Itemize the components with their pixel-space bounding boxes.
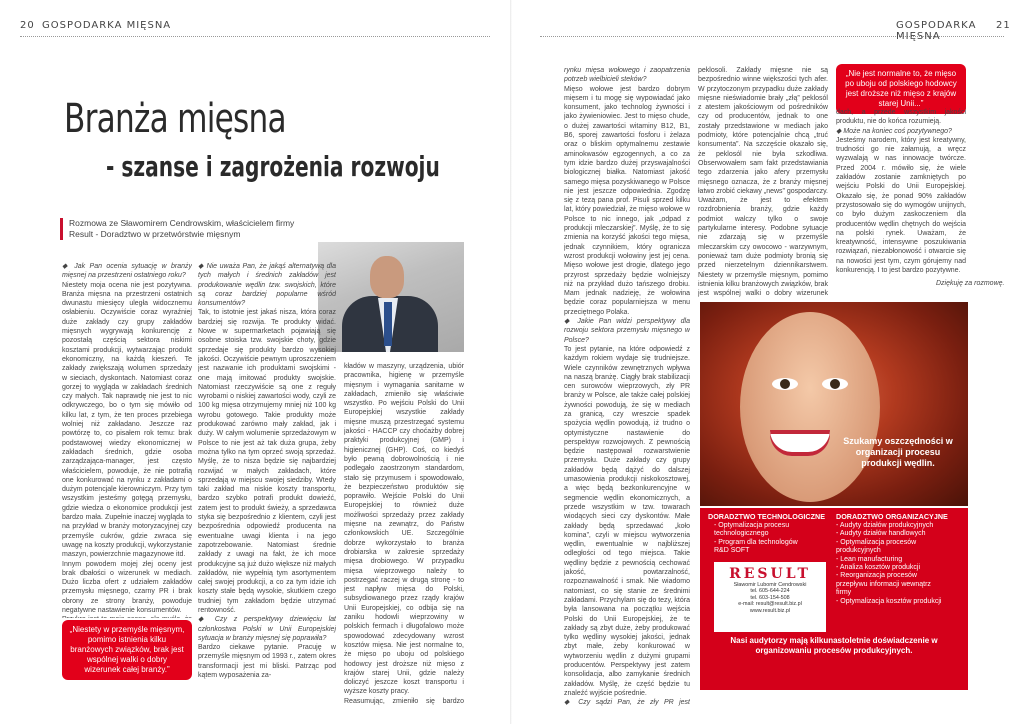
text-column-5: [698, 66, 828, 298]
article-subtitle: - szanse i zagrożenia rozwoju: [106, 150, 440, 183]
list-item: - Audyty działów handlowych: [836, 530, 926, 538]
answer: Tak, to istotnie jest jakaś nisza, która coraz bardziej się rozwija. Te produkty widać. Nowe w supermarketach pojawiają się osobne stoiska tzw. swojskie choty, gdzie sprzedaje się produkty bardzo wysokiej jakości. Oczywiście pewnym uproszczeniem jest nazwanie ich produktami swojskimi - one mają imitować produkty swojskie. Natomiast rzeczywiście są one z reguły wyrobami o niskiej zawartości wody, czyli ze 100 kg mięsa otrzymujemy mniej niż 100 kg wyrobu gotowego. Takie produkty może produkować zarówno mały zakład, jak i duży. W całym wolumenie sprzedażowym w Polsce to nie jest aż tak duża grupa, żeby można tylko na tym oprzeć swoją sprzedaż. Myślę, że to nisza będzie się najbardziej rozwijać w małych zakładach, które sprzedają w miejscu swojej siedziby. Wtedy taki zakład ma niskie koszty transportu, bardzo szybko potrafi produkt dowieźć, zatem jest to produkt świeży, a sprzedawca styka się bezpośrednio z klientem, czyli jest bezpośrednia odpowiedź producenta na ewentualne uwagi klienta i na jego zapotrzebowanie. Natomiast średnie zakłady z uwagi na fakt, że ich moce produkcyjne są już dużo większe niż małych zakładów, nie wypełnią tym asortymentem całej swojej produkcji, a co za tym idzie ich koszty stałe będą wysokie, skutkiem czego trudniej tym zakładom będzie utrzymać rentowność.: [198, 309, 336, 614]
list-item: - Lean manufacturing: [836, 555, 903, 563]
phone-2: tel. 603-154-508: [750, 594, 790, 601]
list-item: R&D SOFT: [714, 547, 750, 555]
question: ◆ Czy sądzi Pan, że zły PR jest: [564, 699, 690, 706]
result-logo-box: [714, 562, 826, 632]
answer: dach, a przede wszystkim jakości produktu, nie do końca rozumieją.: [836, 109, 966, 126]
text-column-3: [344, 362, 464, 706]
advert-heading-organisational: DORADZTWO ORGANIZACYJNE: [836, 512, 948, 521]
closing-thanks: Dziękuję za rozmowę.: [936, 280, 1005, 287]
email[interactable]: e-mail: result@result.biz.pl: [738, 601, 802, 608]
list-item: przepływu informacji wewnątrz: [836, 580, 931, 588]
list-item: produkcyjnych: [836, 547, 881, 555]
list-item: - Reorganizacja procesów: [836, 572, 917, 580]
answer: Niestety moja ocena nie jest pozytywna. Branża mięsna na przestrzeni ostatnich dwunastu miesięcy uległa widocznemu osłabieniu. Oczywiście coraz wyraźniej duże zakłady czy grupy zakładów mięsnych wygrywają konkurencję z pozostałą częścią sektora niskimi kosztami produkcji, wytwarzając produkt ekonomiczny, na każdą kieszeń. Te zakłady zwiększają wolumen sprzedaży w sieciach, dyskontach. Natomiast coraz gorzej to wygląda w zakładach średnich czy małych. Tak naprawdę nie jest to nic odkrywczego, bo o tym się mówiło od kilku lat, z tym, że ten proces przebiega wolniej niż zakładano. Jeszcze raz powtórzę to, co pisałem rok temu: brak podstawowej wiedzy ekonomicznej w zakładach średnich, gdzie osoba zarządzająca-manager, jest często właścicielem, powoduje, że nie potrafią one konkurować na rynku z zakładami o dużym potencjale kierowniczym. Przy tym wszystkim jesteśmy gotęgą przemysłu, gdzie wiedza o ekonomice produkcji jest bardzo mała. Zupełnie inaczej wygląda to na przykład w branży motoryzacyjnej czy przemyśle cukrów, gdzie zwraca się uwagę na koszty produkcji, wykorzystanie maszyn, powierzchnie magazynowe itd.: [62, 281, 192, 559]
answer: Bardzo ciekawe pytanie. Pracuję w przemyśle mięsnym od 1993 r., zatem okres transformacji jest mi bliski. Patrząc pod kątem wyposażenia za-: [198, 644, 336, 680]
question: ◆ Czy z perspektywy dziewięciu lat członkostwa Polski w Unii Europejskiej sytuacja w branży mięsnej się poprawiła?: [198, 616, 336, 642]
website-link[interactable]: www.result.biz.pl: [749, 607, 791, 614]
logo-owner: Sławomir Lubomir Cendrowski: [733, 582, 807, 588]
list-item: firmy: [836, 589, 852, 597]
advert-footer: Nasi audytorzy mają kilkunastoletnie doświadczenie w organizowaniu procesów produkcyjnych.: [730, 636, 938, 655]
left-header-rule: [20, 36, 490, 37]
question: ◆ Jak Pan ocenia sytuację w branży mięsnej na przestrzeni ostatniego roku?: [62, 263, 192, 280]
interviewee-photo: [318, 242, 464, 352]
right-page-number: 21: [996, 20, 1011, 31]
result-advert: [700, 508, 968, 690]
text-column-2: [198, 262, 336, 706]
answer: kładów w maszyny, urządzenia, ubiór pracownika, higienę w przemyśle mięsnym i wymagania sanitarne w zakładach, zmieniło się właściwie wszystko. Po wejściu Polski do Unii Europejskiej wszystkie zakłady mięsne muszą przestrzegać systemu jakości - HACCP czy choćażby dobrej praktyki produkcyjnej (GMP) i higienicznej (GHP). Coś, co kiedyś było pewną dobrowolnością i nie podlegało zaostrzonym standardom, stało się przymusem i spowodowało, że bezpieczeństwo produktów się poprawiło. Wejście Polski do Unii Europejskiej to również duże możliwości sprzedaży przez zakłady mięsne na zewnątrz, do Państw członkowskich UE. Szczególnie dobrze wykorzystało to branża drobiarska w zakresie sprzedaży mięsa drobiowego. W przypadku mięsa wieprzowego należy to postrzegać raczej w drugą stronę - to jest napływ mięsa do Polski, subsydiowanego przez rządy krajów Unii Europejskiej, co odbija się na zaniku hodowli wieprzowiny w polskich fermach i długofalowo może spowodować zdecydowany wzrost kosztów mięsa. Nie jest normalne to, że mięso po uboju od polskiego hodowcy jest droższe niż mięso z krajów starej Unii, gdzie należy doliczyć jeszcze koszt transportu i wyższe koszty pracy.: [344, 363, 464, 696]
left-page-number: 20: [20, 20, 35, 31]
text-column-1: [62, 262, 192, 618]
advert-photo-caption: Szukamy oszczędności w organizacji procesu produkcji wędlin.: [843, 436, 953, 468]
answer: [62, 615, 192, 618]
text-column-4: [564, 66, 690, 706]
article-title: Branża mięsna: [64, 96, 286, 142]
answer: To jest pytanie, na które odpowiedź z każdym rokiem wydaje się trudniejsze. Wiele czynników zewnętrznych wpływa na naszą branżę. Ciągły brak stabilizacji cen surowców wieprzowych, zły PR branży w Polsce, ale także całej polskiej żywności powodują, że się w mediach za granicą, czy wreszcie spadek spożycia wędlin powodują, iż trudno o optymistyczne nastawienie do perspektyw rozwojowych. Z pewnością będzie następował rozwarstwienie przemysłu. Duże zakłady czy grupy zakładów będą dążyć do dalszej umasowienia produkcji niskokosztowej, a więc będą bezkonkurencyjne w segmencie wędlin ekonomicznych, a przede wszystkim w tzw. towarach wiodących sieci czy dyskontów. Małe zakłady będą sprzedawać „koło komina”, czyli w miejscu wytworzenia wędlin, ewentualnie w najbliższej odległości od tego miejsca. Takie wędliny będzie z pewnością cechować jakość, powtarzalność, rozpoznawalność i smak. Nie wiadomo natomiast, co się stanie ze średnimi zakładami. Przychylam się do tezy, która była lansowana na początku wejścia Polski do Unii Europejskiej, że te zakłady są zbyt duże, żeby produkować tylko wędliny wysokiej jakości, jednak zbyt małe, żeby konkurować w wytworzeniu wędlin z dużymi grupami producentów. Perspektywy jest zatem konsolidacja, albo zamykanie średnich zakładów. Myślę, że część będzie tu znaleźć wyjście pośrednie.: [564, 345, 690, 697]
answer: Mięso wołowe jest bardzo dobrym mięsem i tu mogę się wypowiadać jako konsument, jako technolog żywności i jako żywieniowiec. Jest to mięso chude, o dużej zawartości witaminy B12, B1, B6, sporej zawartości fosforu i żelaza oraz o bliskim optymalnemu zestawie aminokwasów egzogennych, a co za tym idzie bardzo dużej przyswajalności biologicznej białka. Natomiast jakość samego mięsa pozyskiwanego w Polsce nie jest jeszcze odpowiednia. Zgodzę się z tezą pana prof. Pisuli sprzed kilku lat, który powiedział, że mięso wołowe w Polsce to nic innego, jak „odpad z produkcji mleczarskiej”. Myślę, że to się zmienia na korzyść jakości tego mięsa, jednak czynnikiem, który ogranicza wzrost produkcji wołowiny jest jej cena. Mięso wołowe jest drogie, dlatego jego przyrost sprzedaży będzie wolniejszy niż na przykład dużo tańszego drobiu. Mam jednak nadzieję, że wołowina będzie coraz popularniejsza w menu przeciętnego Polaka.: [564, 85, 690, 316]
answer: peklosoli. Zakłady mięsne nie są bezpośrednio winne większości tych afer. W przytoczonym przypadku duże zakłady mięsne nieświadomie brały „złą” peklosól z atestem jakościowym od pośredników czy od producentów, jednak to one zostały przedstawione w mediach jako podmioty, które potencjalnie chcą „truć konsumenta”. Na szczęście okazało się, że peklosól nie była szkodliwa. Obserwowałem sam fakt przedstawiania tego zdarzenia jako afery przemysłu mięsnego oznacza, że z branży mięsnej łatwo zrobić ciekawy „news” gospodarczy. Uważam, że jest to efektem rozdrobnienia branży, gdzie każdy podmiot walczy tylko o swoje partykularne interesy. Podobne sytuacje nie zdarzają się w przemyśle mleczarskim czy owocowo - warzywnym, ponieważ tam duże podmioty bronią się przed nierzetelnym dziennikarstwem. Niestety w przemyśle mięsnym, pomimo istnienia kilku branżowych związków, brak jest wspólnej walki o dobry wizerunek: [698, 67, 828, 298]
list-item: - Optymalizacja procesów: [836, 538, 917, 546]
pull-quote-left: „Niestety w przemyśle mięsnym, pomimo istnienia kilku branżowych związków, brak jest wspólnej walki o dobry wizerunek całej branży.”: [62, 620, 192, 680]
answer: Reasumując, zmieniło się bardzo: [344, 697, 464, 705]
question: ◆ Jakie Pan widzi perspektywy dla rozwoju sektora przemysłu mięsnego w Polsce?: [564, 318, 690, 344]
list-item: - Audyty działów produkcyjnych: [836, 522, 934, 529]
left-section-title: GOSPODARKA MIĘSNA: [42, 20, 172, 31]
advert-heading-technological: DORADZTWO TECHNOLOGICZNE: [708, 512, 825, 521]
question: rynku mięsa wołowego i zaopatrzenia potrzeb wielbicieli steków?: [564, 67, 690, 84]
answer: Innym powodem mojej złej oceny jest brak dbałości o wizerunek w mediach. Dużo liczba ofert z udziałem zakładów przemysłu mięsnego, czarny PR i brak obrony ze strony branży, powoduje negatywne nastawienie konsumentów.: [62, 560, 192, 614]
question: ◆ Może na koniec coś pozytywnego?: [836, 127, 952, 135]
advert-list-organisational: [836, 522, 964, 606]
advert-photo: [700, 302, 968, 506]
question: ◆ Nie uważa Pan, że jakąś alternatywą dla tych małych i średnich zakładów jest produkowanie wędlin tzw. swojskich, które są coraz bardziej popularne wśród konsumentów?: [198, 263, 336, 308]
list-item: - Program dla technologów: [714, 538, 798, 546]
result-logo: RESULT: [729, 566, 811, 582]
phone-1: tel. 605-644-224: [750, 588, 790, 595]
article-intro: Rozmowa ze Sławomirem Cendrowskim, właścicielem firmy Result - Doradztwo w przetwórstwie mięsnym: [60, 218, 300, 240]
advert-list-technological: [714, 522, 830, 556]
list-item: - Optymalizacja kosztów produkcji: [836, 597, 942, 605]
text-column-6: [836, 108, 966, 276]
right-section-title: GOSPODARKA MIĘSNA: [896, 20, 977, 42]
pull-quote-right: „Nie jest normalne to, że mięso po uboju od polskiego hodowcy jest droższe niż mięso z krajów starej Unii...”: [836, 64, 966, 114]
list-item: - Optymalizacja procesu: [714, 522, 790, 529]
list-item: technologicznego: [714, 530, 769, 538]
list-item: - Analiza kosztów produkcji: [836, 564, 921, 572]
answer: Jesteśmy narodem, który jest kreatywny, trudności go nie załamują, a wręcz wyzwalają w nas innowacje twórcze. Przed 2004 r. mówiło się, że wiele zakładów zostanie zamkniętych po wejściu Polski do Unii Europejskiej. Okazało się, że ponad 90% zakładów przystosowało się do wymogów unijnych, co było dużym zaskoczeniem dla producentów wędlin chętnych do wejścia na polski rynek. Uważam, że kreatywność, intensywne poszukiwania rozwiązań, niezabłonowość i otwarcie się na nowości jest tym, czym górujemy nad konkurencją. I to jest bardzo pozytywne.: [836, 136, 966, 275]
